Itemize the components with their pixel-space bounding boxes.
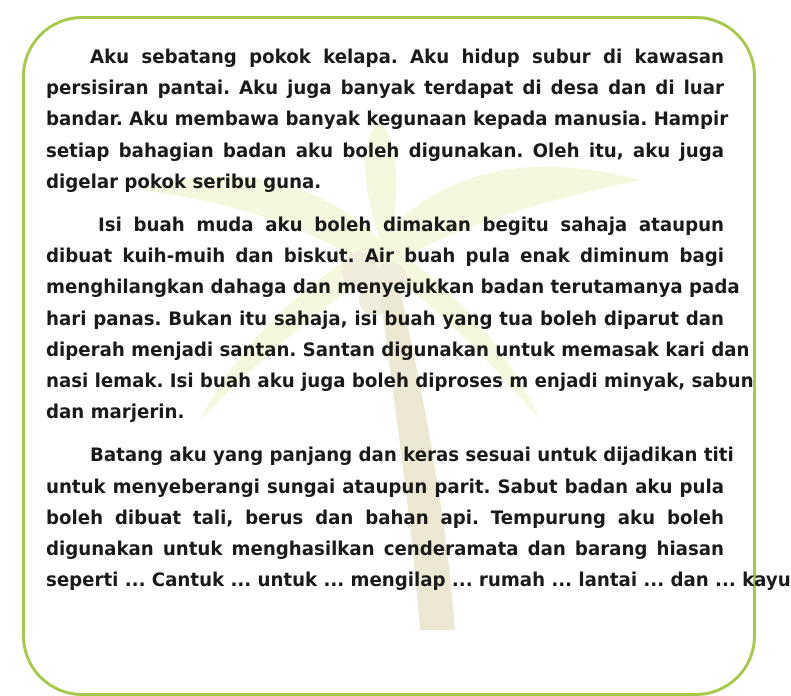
- text-line: diperah menjadi santan. Santan digunakan untuk memasak kari dan: [46, 339, 750, 361]
- text-line: dan marjerin.: [46, 402, 185, 424]
- text-line: menghilangkan dahaga dan menyejukkan badan terutamanya pada: [46, 277, 740, 299]
- text-line: boleh dibuat tali, berus dan bahan api. Tempurung aku boleh: [46, 507, 724, 529]
- text-line: nasi lemak. Isi buah aku juga boleh diproses m enjadi minyak, sabun: [46, 371, 754, 393]
- text-line: Batang aku yang panjang dan keras sesuai untuk dijadikan titi: [90, 445, 734, 467]
- paragraph-3: [46, 440, 791, 592]
- text-line: Aku sebatang pokok kelapa. Aku hidup subur di kawasan: [90, 47, 724, 68]
- paragraph-2: [46, 210, 754, 428]
- text-line: bandar. Aku membawa banyak kegunaan kepada manusia. Hampir: [46, 109, 729, 131]
- document-body: [46, 42, 791, 592]
- text-line: Isi buah muda aku boleh dimakan begitu sahaja ataupun: [98, 215, 724, 237]
- text-line: persisiran pantai. Aku juga banyak terdapat di desa dan di luar: [46, 78, 724, 100]
- text-line: digelar pokok seribu guna.: [46, 171, 322, 193]
- text-line: setiap bahagian badan aku boleh digunakan. Oleh itu, aku juga: [46, 140, 724, 162]
- text-line: untuk menyeberangi sungai ataupun parit. Sabut badan aku pula: [46, 476, 724, 498]
- paragraph-1: [46, 42, 729, 198]
- text-line: hari panas. Bukan itu sahaja, isi buah yang tua boleh diparut dan: [46, 308, 724, 330]
- text-line: dibuat kuih-muih dan biskut. Air buah pula enak diminum bagi: [46, 246, 724, 268]
- text-line-cut-off: seperti ... Cantuk ... untuk ... mengilap ... rumah ... lantai ... dan ... kayu: [46, 570, 791, 592]
- text-line: digunakan untuk menghasilkan cenderamata dan barang hiasan: [46, 539, 724, 561]
